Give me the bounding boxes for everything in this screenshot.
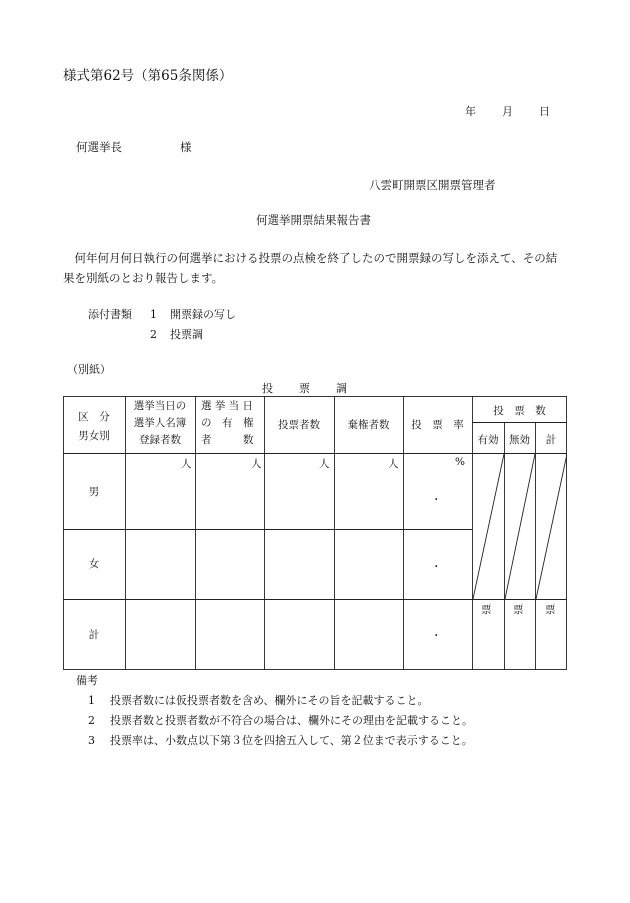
header-registered-line: 選挙当日の bbox=[133, 400, 187, 412]
header-eligible-line: 者 数 bbox=[201, 434, 254, 446]
note-text: 投票者数と投票者数が不符合の場合は、欄外にその理由を記載すること。 bbox=[110, 714, 473, 727]
header-valid: 有効 bbox=[477, 434, 499, 446]
unit-votes-invalid: 票 bbox=[513, 604, 524, 616]
addressee bbox=[76, 139, 192, 155]
unit-person-abstainers: 人 bbox=[388, 458, 399, 470]
addressee-honorific: 様 bbox=[180, 140, 192, 154]
header-registered bbox=[125, 398, 195, 449]
header-category-line: 区 分 bbox=[78, 411, 110, 423]
body-paragraph: 何年何月何日執行の何選挙における投票の点検を終了したので開票録の写しを添えて、その結果を別紙のとおり報告します。 bbox=[63, 251, 558, 285]
unit-percent: % bbox=[455, 456, 465, 468]
attachment-text: 開票録の写し bbox=[170, 308, 236, 321]
attachments-label: 添付書類 bbox=[88, 308, 132, 321]
header-voters: 投票者数 bbox=[278, 419, 320, 431]
vote-table bbox=[63, 396, 567, 670]
date-year: 年 bbox=[465, 105, 476, 118]
row-label-female: 女 bbox=[88, 558, 100, 570]
turnout-decimal-point: ・ bbox=[431, 561, 442, 573]
header-eligible-line: の 有 権 bbox=[201, 417, 254, 429]
date-day: 日 bbox=[539, 105, 550, 118]
attachment-item bbox=[150, 306, 236, 322]
notes-label: 備考 bbox=[76, 674, 98, 687]
note-item bbox=[88, 712, 473, 728]
date-line bbox=[465, 103, 550, 119]
appendix-label: （別紙） bbox=[67, 363, 111, 376]
header-registered-line: 選挙人名簿 bbox=[133, 417, 187, 429]
row-label-total: 計 bbox=[88, 629, 100, 641]
header-registered-line: 登録者数 bbox=[139, 434, 181, 446]
header-category bbox=[63, 408, 125, 446]
unit-votes-total: 票 bbox=[545, 604, 556, 616]
attachment-number: 1 bbox=[150, 308, 157, 321]
unit-person-voters: 人 bbox=[319, 458, 330, 470]
attachment-item bbox=[150, 326, 203, 342]
unit-person-registered: 人 bbox=[181, 458, 192, 470]
row-label-male: 男 bbox=[88, 486, 100, 498]
table-title: 投票調 bbox=[262, 382, 373, 395]
note-item bbox=[88, 732, 473, 748]
header-eligible bbox=[201, 398, 263, 449]
form-number: 様式第62号（第65条関係） bbox=[63, 68, 233, 84]
note-item bbox=[88, 692, 429, 708]
header-eligible-line: 選 挙 当 日 bbox=[201, 400, 254, 412]
turnout-decimal-point: ・ bbox=[431, 494, 442, 506]
header-abstainers: 棄権者数 bbox=[347, 419, 390, 431]
unit-person-eligible: 人 bbox=[251, 458, 262, 470]
turnout-decimal-point: ・ bbox=[431, 630, 442, 642]
note-number: 2 bbox=[88, 714, 95, 727]
header-votes-group: 投 票 数 bbox=[493, 405, 546, 417]
date-month: 月 bbox=[502, 105, 513, 118]
header-category-line: 男女別 bbox=[78, 430, 110, 442]
header-total: 計 bbox=[545, 434, 557, 446]
attachment-text: 投票調 bbox=[170, 328, 203, 341]
note-number: 1 bbox=[88, 694, 95, 707]
note-number: 3 bbox=[88, 734, 95, 747]
addressee-name: 何選挙長 bbox=[76, 140, 122, 154]
note-text: 投票者数には仮投票者数を含め、欄外にその旨を記載すること。 bbox=[110, 694, 429, 707]
header-invalid: 無効 bbox=[509, 434, 530, 446]
unit-votes-valid: 票 bbox=[481, 604, 492, 616]
header-turnout: 投 票 率 bbox=[411, 419, 464, 431]
document-title: 何選挙開票結果報告書 bbox=[256, 213, 371, 227]
attachment-number: 2 bbox=[150, 328, 157, 341]
sender: 八雲町開票区開票管理者 bbox=[369, 178, 496, 192]
note-text: 投票率は、小数点以下第３位を四捨五入して、第２位まで表示すること。 bbox=[110, 734, 473, 747]
